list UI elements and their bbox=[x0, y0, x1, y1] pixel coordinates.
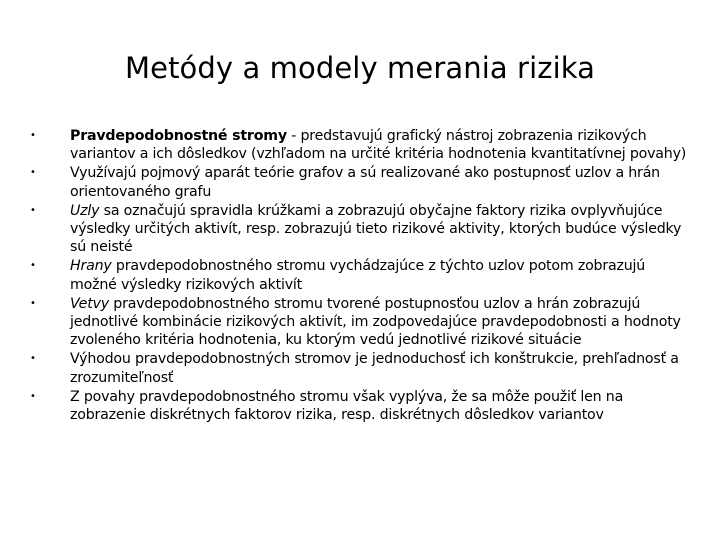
list-item bbox=[30, 127, 690, 163]
bullet-icon: • bbox=[30, 167, 36, 179]
slide-title: Metódy a modely merania rizika bbox=[125, 51, 595, 85]
item-text: Využívajú pojmový aparát teórie grafov a sú realizované ako postupnosť uzlov a hrán orientovaného grafu bbox=[70, 165, 660, 200]
item-text: pravdepodobnostného stromu tvorené postupnosťou uzlov a hrán zobrazujú jednotlivé kombinácie rizikových aktivít, im zodpovedajúce pravdepodobnosti a hodnoty zvoleného kritéria hodnotenia, ku ktorým vedú jednotlivé rizikové situácie bbox=[70, 295, 681, 349]
item-text: - predstavujú grafický nástroj zobrazenia rizikových variantov a ich dôsledkov (vzhľadom na určité kritéria hodnotenia kvantitatívnej povahy) bbox=[70, 128, 687, 163]
bullet-icon: • bbox=[30, 390, 36, 402]
bullet-icon: • bbox=[30, 204, 36, 216]
list-item bbox=[30, 350, 690, 386]
item-text: Výhodou pravdepodobnostných stromov je jednoduchosť ich konštrukcie, prehľadnosť a zrozumiteľnosť bbox=[70, 351, 679, 386]
bullet-icon: • bbox=[30, 353, 36, 365]
list-item bbox=[30, 164, 690, 200]
bullet-icon: • bbox=[30, 260, 36, 272]
bullet-list bbox=[30, 127, 690, 425]
bullet-icon: • bbox=[30, 297, 36, 309]
item-text: Z povahy pravdepodobnostného stromu však vyplýva, že sa môže použiť len na zobrazenie diskrétnych faktorov rizika, resp. diskrétnych dôsledkov variantov bbox=[70, 388, 624, 424]
item-term: Vetvy bbox=[70, 295, 109, 312]
list-item bbox=[30, 295, 690, 350]
item-text: sa označujú spravidla krúžkami a zobrazujú obyčajne faktory rizika ovplyvňujúce výsledky určitých aktivít, resp. zobrazujú tieto rizikové aktivity, ktorých budúce výsledky sú neisté bbox=[70, 202, 682, 256]
item-term: Hrany bbox=[70, 258, 112, 275]
list-item bbox=[30, 202, 690, 257]
item-text: pravdepodobnostného stromu vychádzajúce z týchto uzlov potom zobrazujú možné výsledky rizikových aktivít bbox=[70, 258, 646, 293]
bullet-icon: • bbox=[30, 130, 36, 141]
list-item bbox=[30, 257, 690, 293]
item-term: Uzly bbox=[70, 202, 100, 219]
item-term: Pravdepodobnostné stromy bbox=[70, 128, 287, 144]
list-item bbox=[30, 388, 690, 424]
